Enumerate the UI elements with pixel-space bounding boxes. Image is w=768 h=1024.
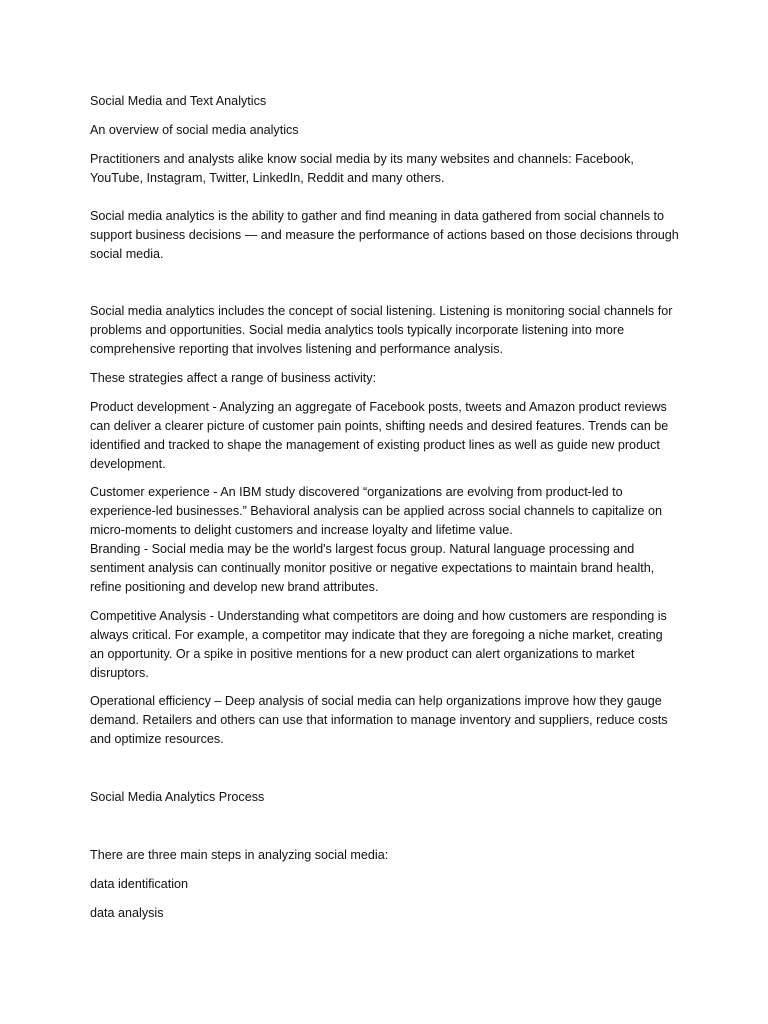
paragraph-competitive-analysis: Competitive Analysis - Understanding what competitors are doing and how customers are responding is always critical. For example, a competitor may indicate that they are foregoing a niche market, creating an opportunity. Or a spike in positive mentions for a new product can alert organizations to market disruptors. <box>90 609 667 680</box>
list-item-data-analysis: data analysis <box>90 906 164 920</box>
document-title: Social Media and Text Analytics <box>90 94 267 108</box>
paragraph-three-steps: There are three main steps in analyzing social media: <box>90 848 389 862</box>
paragraph-channels: Practitioners and analysts alike know social media by its many websites and channels: Facebook, YouTube, Instagram, Twitter, LinkedIn, Reddit and many others. <box>90 152 634 185</box>
paragraph-operational-efficiency: Operational efficiency – Deep analysis of social media can help organizations improve how they gauge demand. Retailers and others can use that information to manage inventory and suppliers, reduce costs and optimize resources. <box>90 694 668 746</box>
paragraph-customer-experience: Customer experience - An IBM study discovered “organizations are evolving from product-led to experience-led businesses.” Behavioral analysis can be applied across social channels to capitalize on micro-moments to delight customers and increase loyalty and lifetime value. <box>90 485 662 537</box>
section-heading-process: Social Media Analytics Process <box>90 790 265 804</box>
document-subtitle: An overview of social media analytics <box>90 123 299 137</box>
paragraph-definition: Social media analytics is the ability to gather and find meaning in data gathered from social channels to support business decisions — and measure the performance of actions based on those decisions through social media. <box>90 209 679 261</box>
paragraph-product-development: Product development - Analyzing an aggregate of Facebook posts, tweets and Amazon product reviews can deliver a clearer picture of customer pain points, shifting needs and desired features. Trends can be identified and tracked to shape the management of existing product lines as well as guide new product development. <box>90 400 669 471</box>
paragraph-strategies-intro: These strategies affect a range of business activity: <box>90 371 377 385</box>
paragraph-branding: Branding - Social media may be the world's largest focus group. Natural language processing and sentiment analysis can continually monitor positive or negative expectations to maintain brand health, refine positioning and develop new brand attributes. <box>90 542 655 594</box>
list-item-data-identification: data identification <box>90 877 189 891</box>
paragraph-social-listening: Social media analytics includes the concept of social listening. Listening is monitoring social channels for problems and opportunities. Social media analytics tools typically incorporate listening into more comprehensive reporting that involves listening and performance analysis. <box>90 304 673 356</box>
